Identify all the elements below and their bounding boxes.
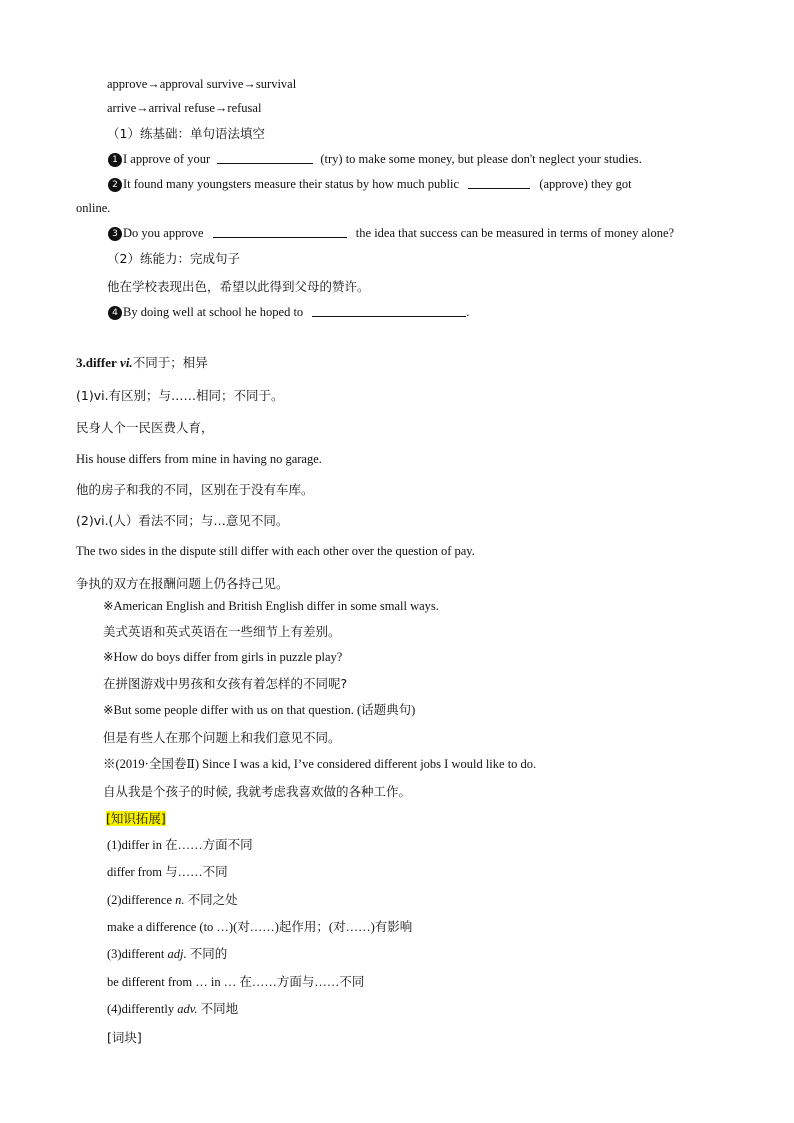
extension-item-3-meaning: 不同之处 xyxy=(184,893,238,907)
extension-item-5 xyxy=(107,947,227,962)
question-1-prefix: I approve of your xyxy=(123,152,211,166)
circled-number-1: 1 xyxy=(108,153,122,167)
circled-number-2: 2 xyxy=(108,178,122,192)
question-1 xyxy=(108,152,642,167)
example-3-english: ※But some people differ with us on that question. (话题典句) xyxy=(103,703,416,717)
extension-item-6: be different from … in … 在……方面与……不同 xyxy=(107,975,365,989)
extension-item-5-word: (3)different xyxy=(107,947,168,961)
question-4-blank[interactable] xyxy=(312,305,466,317)
extension-item-3-pos: n. xyxy=(175,893,185,907)
sense-1-example: His house differs from mine in having no garage. xyxy=(76,452,322,466)
question-2-prefix: It found many youngsters measure their status by how much public xyxy=(123,177,460,191)
section-heading xyxy=(76,355,208,371)
example-1-chinese: 美式英语和英式英语在一些细节上有差别。 xyxy=(103,624,341,639)
knowledge-extension-title xyxy=(106,811,166,826)
extension-item-2: differ from 与……不同 xyxy=(107,865,228,879)
question-2-continuation: online. xyxy=(76,201,111,215)
question-4 xyxy=(108,305,469,320)
exercise-ability-title: （2）练能力：完成句子 xyxy=(107,251,240,266)
question-4-prefix: By doing well at school he hoped to xyxy=(123,305,304,319)
circled-number-3: 3 xyxy=(108,227,122,241)
question-2 xyxy=(108,177,632,192)
heading-pos: vi. xyxy=(120,355,133,370)
example-3-chinese: 但是有些人在那个问题上和我们意见不同。 xyxy=(103,730,341,745)
word-pair-line-2: arrive→arrival refuse→refusal xyxy=(107,101,262,115)
question-3-blank[interactable] xyxy=(213,226,347,238)
sense-2-example-translation: 争执的双方在报酬问题上仍各持己见。 xyxy=(76,576,289,591)
question-1-suffix: (try) to make some money, but please don't neglect your studies. xyxy=(320,152,642,166)
sense-2-definition: (2)vi.(人）看法不同；与…意见不同。 xyxy=(76,513,289,528)
word-pair-line-1: approve→approval survive→survival xyxy=(107,77,297,91)
question-3 xyxy=(108,226,674,241)
extension-item-5-pos: adj. xyxy=(167,947,187,961)
extension-item-3 xyxy=(107,893,238,908)
extension-item-7-word: (4)differently xyxy=(107,1002,178,1016)
sense-1-definition: (1)vi.有区别；与……相同；不同于。 xyxy=(76,388,284,403)
question-4-suffix: . xyxy=(466,305,470,319)
extension-item-4: make a difference (to …)(对……)起作用；(对……)有影响 xyxy=(107,920,413,934)
sense-1-example-translation: 他的房子和我的不同，区别在于没有车库。 xyxy=(76,482,314,497)
extension-item-7-pos: adv. xyxy=(177,1002,198,1016)
heading-meaning: 不同于；相异 xyxy=(132,355,208,370)
heading-word: 3.differ xyxy=(76,355,117,370)
example-1-english: ※American English and British English differ in some small ways. xyxy=(103,599,439,613)
question-4-chinese: 他在学校表现出色，希望以此得到父母的赞许。 xyxy=(107,279,370,294)
extension-item-7 xyxy=(107,1002,238,1017)
question-3-prefix: Do you approve xyxy=(123,226,204,240)
question-3-suffix: the idea that success can be measured in terms of money alone? xyxy=(355,226,675,240)
extension-item-5-meaning: 不同的 xyxy=(186,947,228,961)
question-2-blank[interactable] xyxy=(468,177,530,189)
exercise-basic-title: （1）练基础：单句语法填空 xyxy=(107,126,265,141)
example-4-english: ※(2019·全国卷Ⅱ) Since I was a kid, I’ve considered different jobs I would like to do. xyxy=(103,757,537,771)
example-4-chinese: 自从我是个孩子的时候, 我就考虑我喜欢做的各种工作。 xyxy=(103,784,411,799)
highlight-label: [知识拓展] xyxy=(106,811,166,826)
sense-2-example: The two sides in the dispute still differ with each other over the question of pay. xyxy=(76,544,475,558)
extension-item-1: (1)differ in 在……方面不同 xyxy=(107,838,253,852)
question-2-suffix: (approve) they got xyxy=(539,177,632,191)
example-2-chinese: 在拼图游戏中男孩和女孩有着怎样的不同呢? xyxy=(103,676,348,691)
example-2-english: ※How do boys differ from girls in puzzle play? xyxy=(103,650,343,664)
sense-1-garbled-line: 民身人个一民医费人育， xyxy=(76,420,214,435)
word-chunk-label: [词块] xyxy=(107,1030,142,1045)
extension-item-3-word: (2)difference xyxy=(107,893,176,907)
question-1-blank[interactable] xyxy=(217,152,313,164)
extension-item-7-meaning: 不同地 xyxy=(197,1002,239,1016)
circled-number-4: 4 xyxy=(108,306,122,320)
